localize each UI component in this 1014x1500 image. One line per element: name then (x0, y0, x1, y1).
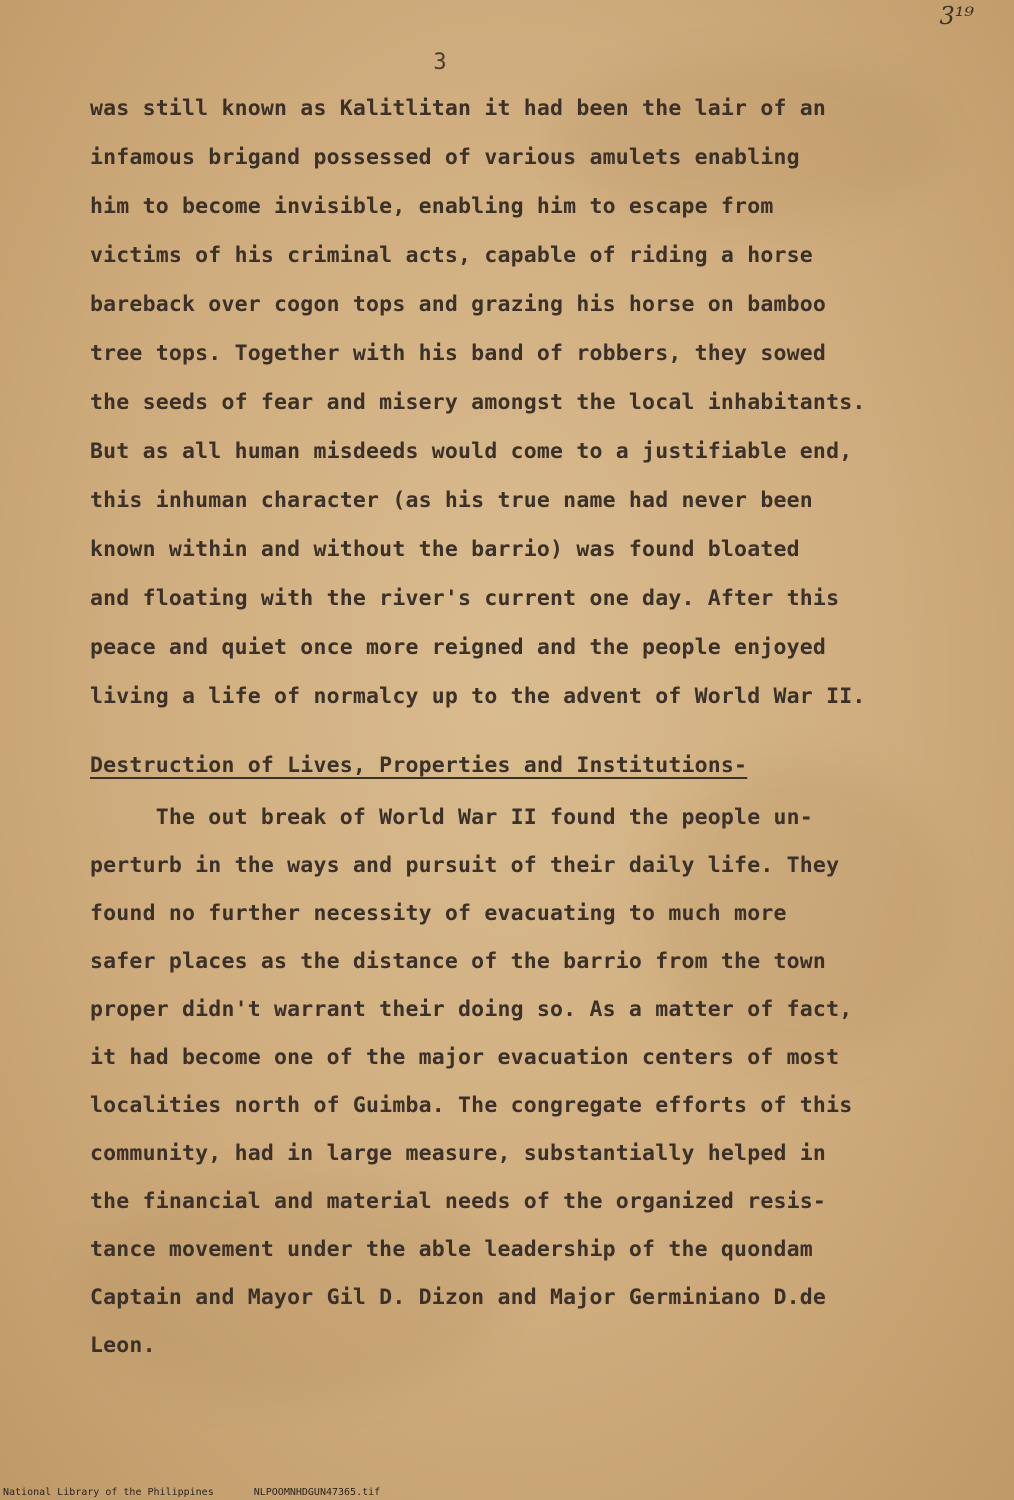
text-line: living a life of normalcy up to the advent of World War II. (90, 684, 866, 709)
text-line: tance movement under the able leadership of the quondam (90, 1237, 813, 1262)
text-line: But as all human misdeeds would come to a justifiable end, (90, 439, 853, 464)
section-heading: Destruction of Lives, Properties and Institutions- (90, 753, 748, 778)
text-line: perturb in the ways and pursuit of their daily life. They (90, 853, 840, 878)
text-line: peace and quiet once more reigned and the people enjoyed (90, 635, 827, 660)
text-line: victims of his criminal acts, capable of riding a horse (90, 243, 813, 268)
footer-library: National Library of the Philippines (3, 1487, 214, 1498)
text-line: known within and without the barrio) was found bloated (90, 537, 800, 562)
text-line: proper didn't warrant their doing so. As a matter of fact, (90, 997, 853, 1022)
page-number: 3 (433, 50, 447, 75)
text-line: localities north of Guimba. The congregate efforts of this (90, 1093, 853, 1118)
text-line: it had become one of the major evacuation centers of most (90, 1045, 840, 1070)
text-line: Captain and Mayor Gil D. Dizon and Major Germiniano D.de (90, 1285, 827, 1310)
text-line: the financial and material needs of the organized resis- (90, 1189, 827, 1214)
text-line: found no further necessity of evacuating to much more (90, 901, 787, 926)
text-line: The out break of World War II found the people un- (90, 805, 813, 830)
footer-filename: NLPOOMNHDGUN47365.tif (253, 1487, 381, 1498)
text-line: and floating with the river's current one day. After this (90, 586, 840, 611)
text-line: infamous brigand possessed of various amulets enabling (90, 145, 800, 170)
text-line: this inhuman character (as his true name had never been (90, 488, 813, 513)
text-line: was still known as Kalitlitan it had been the lair of an (90, 96, 827, 121)
text-line: community, had in large measure, substantially helped in (90, 1141, 827, 1166)
text-line: Leon. (90, 1333, 156, 1358)
text-line: him to become invisible, enabling him to escape from (90, 194, 774, 219)
text-line: the seeds of fear and misery amongst the local inhabitants. (90, 390, 866, 415)
scan-footer (3, 1487, 420, 1498)
text-line: bareback over cogon tops and grazing his horse on bamboo (90, 292, 827, 317)
text-line: tree tops. Together with his band of robbers, they sowed (90, 341, 827, 366)
text-line: safer places as the distance of the barrio from the town (90, 949, 827, 974)
handwritten-page-number: 3¹⁹ (939, 2, 974, 30)
